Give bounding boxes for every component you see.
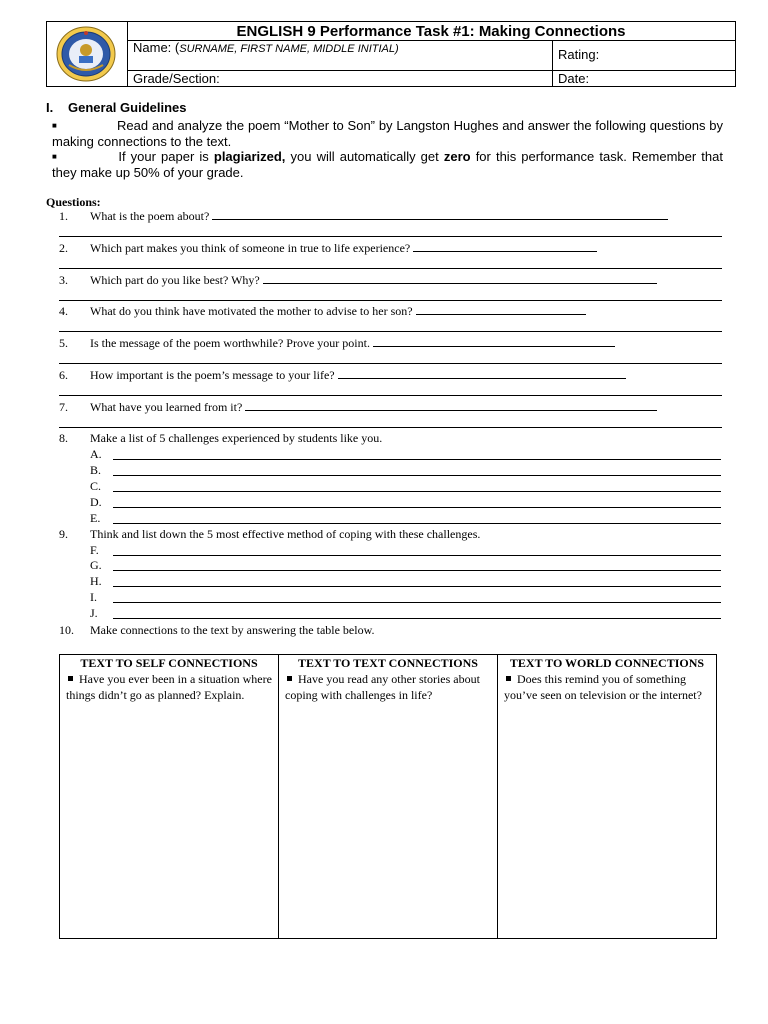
answer-blank[interactable]: [416, 304, 586, 315]
bullet-icon: [287, 676, 292, 681]
question-5: [59, 336, 615, 350]
prompt-text: Have you read any other stories about coping with challenges in life?: [285, 672, 480, 702]
question-2: [59, 241, 597, 255]
prompt-text: Does this remind you of something you’ve seen on television or the internet?: [504, 672, 702, 702]
text-to-world-column[interactable]: [498, 655, 716, 938]
guideline-2-bold-plagiarized: plagiarized,: [213, 149, 286, 164]
list-item-letter: A.: [90, 447, 102, 461]
text-to-text-column[interactable]: [279, 655, 498, 938]
question-text: What do you think have motivated the mother to advise to her son?: [90, 304, 413, 318]
question-6: [59, 368, 626, 382]
name-row: [127, 40, 735, 71]
grade-label: Grade/Section:: [133, 71, 220, 86]
question-text: Which part do you like best? Why?: [90, 273, 260, 287]
answer-line[interactable]: [113, 475, 721, 476]
question-10: [59, 623, 374, 637]
answer-line[interactable]: [113, 602, 721, 603]
guideline-1-text: Read and analyze the poem “Mother to Son” by Langston Hughes and answer the following questions by making connections to the text.: [52, 118, 723, 149]
column-prompt: [504, 671, 710, 703]
guidelines-title: General Guidelines: [68, 100, 187, 115]
answer-line[interactable]: [59, 300, 722, 301]
answer-line[interactable]: [59, 268, 722, 269]
title-row: [127, 22, 735, 41]
questions-heading: Questions:: [46, 195, 101, 209]
question-1: [59, 209, 668, 223]
page-title: ENGLISH 9 Performance Task #1: Making Connections: [236, 23, 626, 40]
header-table: [46, 21, 736, 87]
question-text: Which part makes you think of someone in true to life experience?: [90, 241, 411, 255]
question-text: What is the poem about?: [90, 209, 210, 223]
list-item-letter: I.: [90, 590, 97, 604]
answer-line[interactable]: [113, 586, 721, 587]
guideline-item-2: [52, 149, 723, 181]
list-item-letter: D.: [90, 495, 102, 509]
answer-line[interactable]: [59, 331, 722, 332]
question-number: 6.: [59, 368, 68, 382]
question-text: Is the message of the poem worthwhile? Prove your point.: [90, 336, 370, 350]
guideline-2-text-b: you will automatically get: [285, 149, 444, 164]
column-prompt: [285, 671, 491, 703]
answer-line[interactable]: [113, 523, 721, 524]
question-number: 4.: [59, 304, 68, 318]
guidelines-heading: [46, 100, 187, 115]
answer-line[interactable]: [113, 459, 721, 460]
question-4: [59, 304, 586, 318]
logo-cell: [47, 22, 128, 86]
connections-table: [59, 654, 717, 939]
answer-blank[interactable]: [338, 368, 626, 379]
guidelines-number: I.: [46, 100, 54, 115]
grade-section-field[interactable]: [127, 70, 553, 86]
answer-blank[interactable]: [212, 209, 668, 220]
question-number: 3.: [59, 273, 68, 287]
prompt-text: Have you ever been in a situation where things didn’t go as planned? Explain.: [66, 672, 272, 702]
text-to-self-column[interactable]: [60, 655, 279, 938]
answer-blank[interactable]: [413, 241, 597, 252]
question-8: [59, 431, 382, 445]
answer-blank[interactable]: [245, 400, 657, 411]
list-item-letter: E.: [90, 511, 101, 525]
rating-field[interactable]: [553, 40, 735, 70]
column-heading: TEXT TO WORLD CONNECTIONS: [509, 656, 705, 670]
list-item-letter: H.: [90, 574, 102, 588]
question-9: [59, 527, 480, 541]
rating-label: Rating:: [558, 47, 600, 62]
bullet-icon: ■: [52, 152, 59, 161]
question-number: 2.: [59, 241, 68, 255]
column-heading: TEXT TO SELF CONNECTIONS: [80, 656, 258, 670]
guideline-item-1: [52, 118, 723, 150]
question-number: 7.: [59, 400, 68, 414]
answer-line[interactable]: [59, 236, 722, 237]
answer-line[interactable]: [113, 570, 721, 571]
question-number: 5.: [59, 336, 68, 350]
grade-row: [127, 70, 735, 86]
bullet-icon: [68, 676, 73, 681]
list-item-letter: F.: [90, 543, 99, 557]
list-item-letter: J.: [90, 606, 98, 620]
answer-line[interactable]: [113, 618, 721, 619]
question-text: Think and list down the 5 most effective method of coping with these challenges.: [90, 527, 481, 541]
answer-line[interactable]: [113, 507, 721, 508]
question-text: Make a list of 5 challenges experienced by students like you.: [90, 431, 383, 445]
list-item-letter: B.: [90, 463, 102, 477]
guideline-2-text-c: for this performance task. Remember that they make up 50% of your grade.: [52, 149, 723, 180]
list-item-letter: G.: [90, 558, 102, 572]
name-field[interactable]: [127, 40, 553, 70]
bullet-icon: ■: [52, 121, 58, 130]
answer-line[interactable]: [59, 395, 722, 396]
date-field[interactable]: [553, 70, 735, 86]
bullet-icon: [506, 676, 511, 681]
question-number: 9.: [59, 527, 68, 541]
question-text: How important is the poem’s message to your life?: [90, 368, 335, 382]
school-seal-logo: [55, 25, 117, 83]
question-text: What have you learned from it?: [90, 400, 243, 414]
answer-line[interactable]: [59, 363, 722, 364]
answer-line[interactable]: [59, 427, 722, 428]
question-7: [59, 400, 657, 414]
answer-line[interactable]: [113, 491, 721, 492]
column-prompt: [66, 671, 272, 703]
name-hint: SURNAME, FIRST NAME, MIDDLE INITIAL): [179, 43, 399, 55]
date-label: Date:: [558, 71, 590, 86]
answer-blank[interactable]: [263, 273, 657, 284]
question-number: 10.: [59, 623, 74, 637]
name-label: Name: (: [133, 40, 180, 55]
list-item-letter: C.: [90, 479, 102, 493]
question-number: 8.: [59, 431, 68, 445]
column-heading: TEXT TO TEXT CONNECTIONS: [298, 656, 478, 670]
question-3: [59, 273, 657, 287]
question-number: 1.: [59, 209, 68, 223]
answer-blank[interactable]: [373, 336, 615, 347]
answer-line[interactable]: [113, 555, 721, 556]
guideline-2-bold-zero: zero: [443, 149, 471, 164]
question-text: Make connections to the text by answering the table below.: [90, 623, 375, 637]
guideline-2-text-a: If your paper is: [118, 149, 214, 164]
